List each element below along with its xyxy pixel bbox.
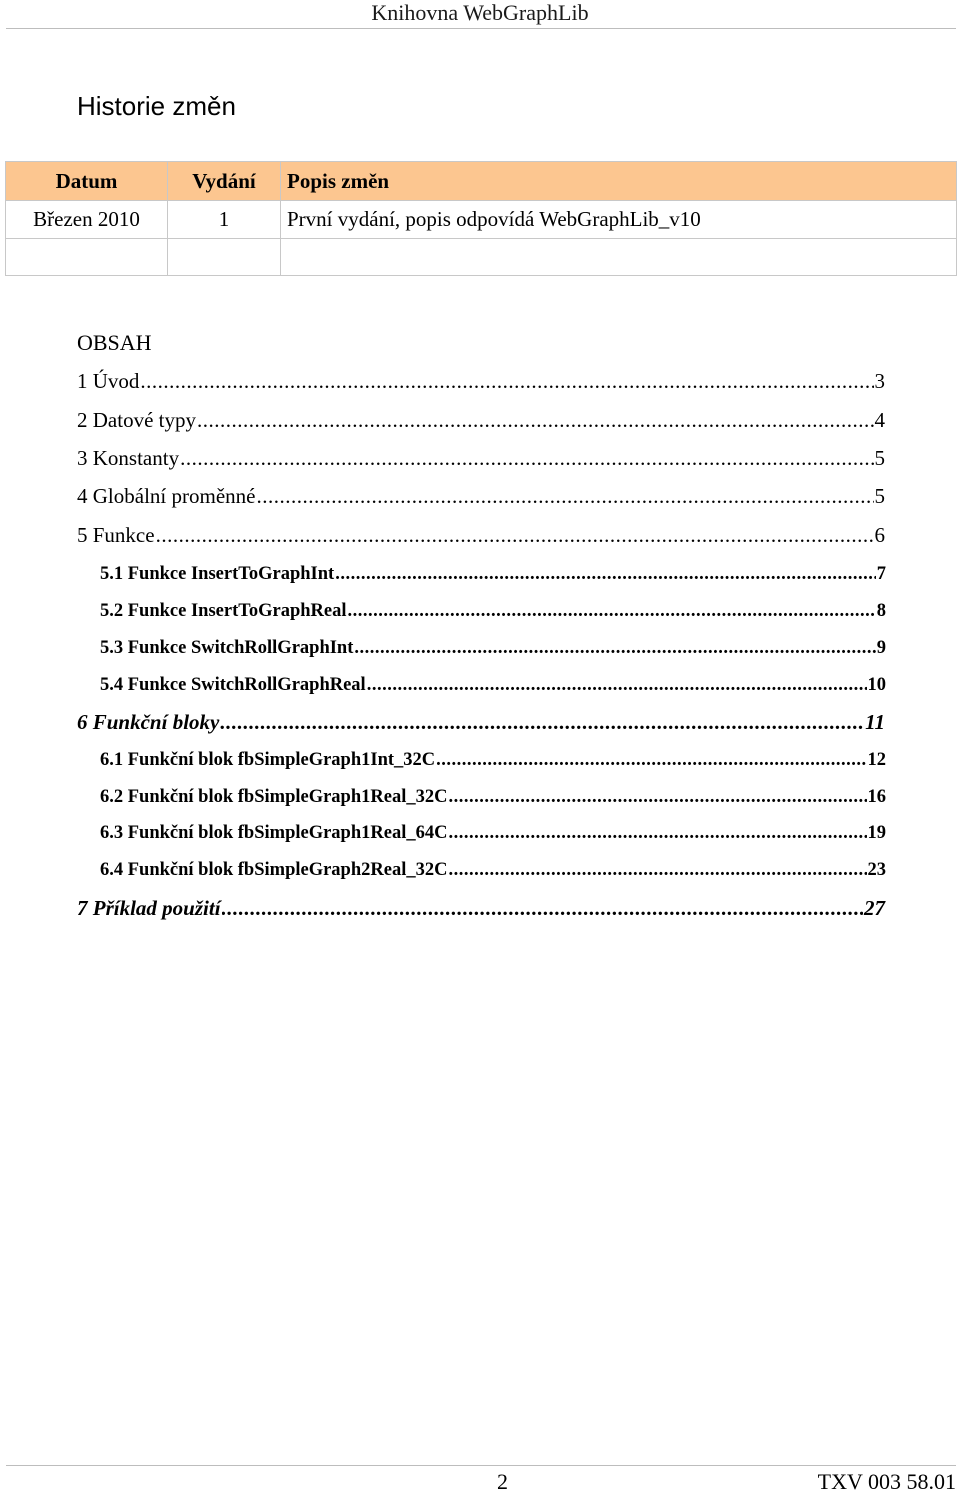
page-number: 2	[497, 1469, 508, 1494]
toc-entry[interactable]	[77, 366, 885, 396]
toc-entry-page: 19	[867, 823, 886, 843]
toc-leader-dots	[448, 818, 866, 848]
toc-leader-dots	[197, 405, 874, 435]
toc-entry[interactable]	[77, 405, 885, 435]
toc-entry-page: 8	[876, 601, 886, 621]
history-title: Historie změn	[77, 91, 236, 121]
toc-entry-title: 6.3 Funkční blok fbSimpleGraph1Real_64C	[100, 823, 448, 843]
toc-entry-title: 6.1 Funkční blok fbSimpleGraph1Int_32C	[100, 750, 436, 770]
cell-version	[168, 239, 281, 276]
table-row	[6, 201, 957, 239]
toc-leader-dots	[220, 707, 864, 737]
cell-description	[281, 239, 957, 276]
change-history-table	[5, 161, 957, 276]
column-header-description: Popis změn	[281, 162, 957, 201]
toc-entry[interactable]	[100, 818, 886, 848]
toc-leader-dots	[256, 481, 873, 511]
toc-entry-title: 6.4 Funkční blok fbSimpleGraph2Real_32C	[100, 860, 448, 880]
toc-entry-page: 9	[876, 638, 886, 658]
toc-leader-dots	[448, 782, 866, 812]
column-header-version: Vydání	[168, 162, 281, 201]
toc-entry-title: 3 Konstanty	[77, 446, 180, 470]
toc-entry[interactable]	[77, 893, 885, 923]
toc-entry[interactable]	[77, 707, 885, 737]
toc-leader-dots	[222, 893, 863, 923]
header-divider	[6, 28, 956, 29]
cell-date	[6, 239, 168, 276]
cell-version: 1	[168, 201, 281, 239]
toc-entry[interactable]	[100, 670, 886, 700]
toc-entry-title: 1 Úvod	[77, 369, 140, 393]
toc-entry[interactable]	[77, 481, 885, 511]
toc-entry-page: 11	[865, 710, 885, 734]
toc-entry[interactable]	[100, 633, 886, 663]
toc-entry-page: 27	[864, 896, 885, 920]
toc-leader-dots	[140, 366, 873, 396]
toc-entry-page: 6	[874, 523, 885, 547]
toc-entry-title: 4 Globální proměnné	[77, 484, 256, 508]
toc-entry-title: 5 Funkce	[77, 523, 155, 547]
toc-entry[interactable]	[100, 596, 886, 626]
footer-divider	[6, 1465, 956, 1466]
toc-entry-title: 2 Datové typy	[77, 408, 196, 432]
toc-leader-dots	[180, 443, 873, 473]
toc-entry-page: 5	[874, 484, 885, 508]
toc-leader-dots	[348, 596, 876, 626]
toc-entry-title: 5.2 Funkce InsertToGraphReal	[100, 601, 347, 621]
running-header: Knihovna WebGraphLib	[371, 0, 589, 25]
toc-leader-dots	[354, 633, 875, 663]
toc-leader-dots	[335, 559, 876, 589]
toc-entry-page: 4	[874, 408, 885, 432]
toc-entry-title: 5.3 Funkce SwitchRollGraphInt	[100, 638, 354, 658]
toc-leader-dots	[448, 855, 866, 885]
toc-entry[interactable]	[100, 745, 886, 775]
document-code: TXV 003 58.01	[817, 1469, 956, 1494]
toc-entry-page: 10	[867, 675, 886, 695]
toc-entry[interactable]	[77, 443, 885, 473]
column-header-date: Datum	[6, 162, 168, 201]
toc-entry[interactable]	[100, 855, 886, 885]
toc-entry-title: 7 Příklad použití	[77, 896, 221, 920]
toc-entry-title: 5.4 Funkce SwitchRollGraphReal	[100, 675, 366, 695]
toc-entry-title: 6.2 Funkční blok fbSimpleGraph1Real_32C	[100, 787, 448, 807]
toc-heading: OBSAH	[77, 330, 152, 355]
toc-leader-dots	[156, 520, 874, 550]
table-row	[6, 239, 957, 276]
toc-entry-title: 5.1 Funkce InsertToGraphInt	[100, 564, 335, 584]
toc-entry-page: 7	[876, 564, 886, 584]
toc-leader-dots	[436, 745, 866, 775]
toc-entry[interactable]	[100, 559, 886, 589]
table-header-row	[6, 162, 957, 201]
toc-entry-page: 23	[867, 860, 886, 880]
toc-entry[interactable]	[100, 782, 886, 812]
toc-entry[interactable]	[77, 520, 885, 550]
toc-entry-page: 3	[874, 369, 885, 393]
cell-description: První vydání, popis odpovídá WebGraphLib_v10	[281, 201, 957, 239]
toc-entry-page: 16	[867, 787, 886, 807]
toc-leader-dots	[367, 670, 867, 700]
cell-date: Březen 2010	[6, 201, 168, 239]
toc-entry-page: 5	[874, 446, 885, 470]
toc-entry-title: 6 Funkční bloky	[77, 710, 220, 734]
toc-entry-page: 12	[867, 750, 886, 770]
